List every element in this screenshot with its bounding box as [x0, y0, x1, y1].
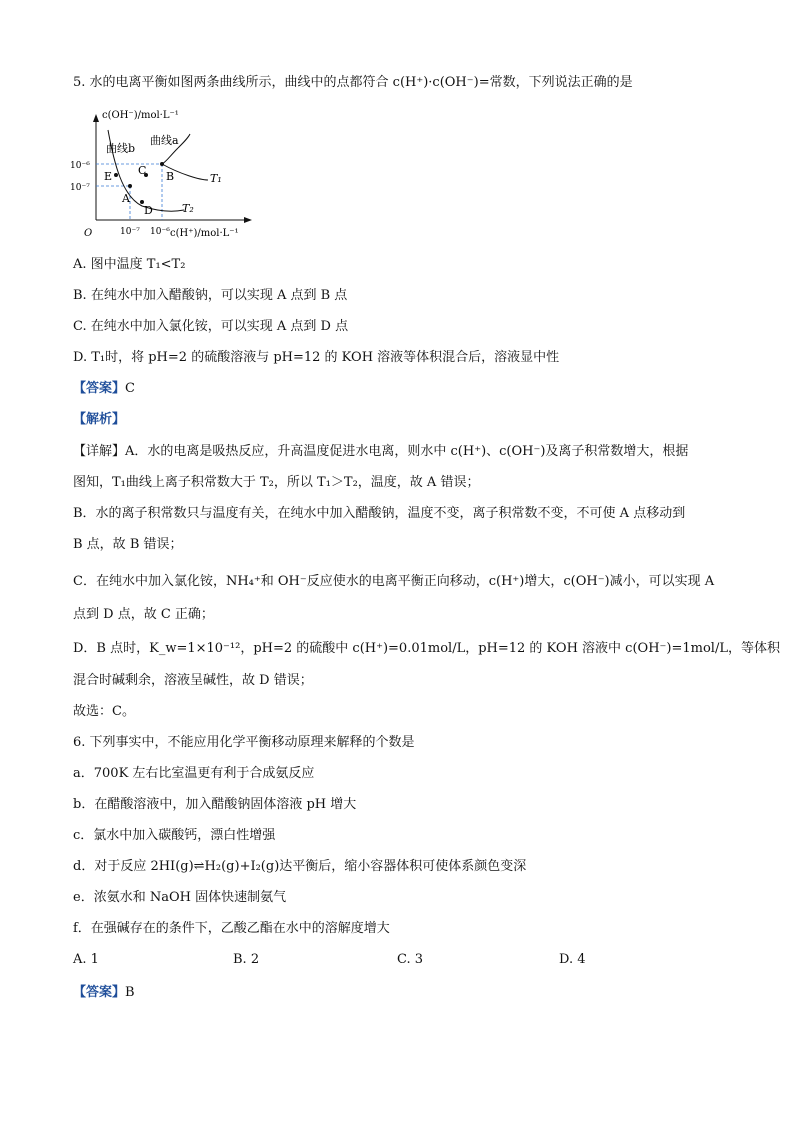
pt-d-label: D [144, 204, 153, 217]
q6-item: b．在醋酸溶液中，加入醋酸钠固体溶液 pH 增大 [73, 797, 357, 812]
q6-item: d．对于反应 2HI(g)⇌H₂(g)+I₂(g)达平衡后，缩小容器体积可使体系颜色变深 [73, 859, 527, 874]
origin-label: O [84, 228, 93, 239]
q5-explanation-line: D．B 点时，K_w=1×10⁻¹²，pH=2 的硫酸中 c(H⁺)=0.01mol/L，pH=12 的 KOH 溶液中 c(OH⁻)=1mol/L，等体积 [73, 641, 780, 656]
q6-choice-b: B. 2 [233, 952, 260, 967]
pt-c-label: C [138, 164, 147, 177]
answer-label: 【答案】 [73, 381, 126, 396]
point-b [160, 162, 164, 166]
q6-item: e．浓氨水和 NaOH 固体快速制氨气 [73, 890, 287, 905]
water-ionization-diagram [70, 108, 260, 240]
q5-explanation-line: 混合时碱剩余，溶液呈碱性，故 D 错误； [73, 673, 313, 688]
q5-option-c: C. 在纯水中加入氯化铵，可以实现 A 点到 D 点 [73, 319, 349, 334]
q6-item: f．在强碱存在的条件下，乙酸乙酯在水中的溶解度增大 [73, 921, 390, 936]
q5-option-b: B. 在纯水中加入醋酸钠，可以实现 A 点到 B 点 [73, 288, 348, 303]
q5-explanation-line: 【详解】A．水的电离是吸热反应，升高温度促进水电离，则水中 c(H⁺)、c(OH⁻)及离子积常数增大，根据 [73, 444, 689, 459]
q5-explanation-line: 图知，T₁曲线上离子积常数大于 T₂，所以 T₁＞T₂，温度，故 A 错误； [73, 475, 480, 490]
q5-title: 5. 水的电离平衡如图两条曲线所示，曲线中的点都符合 c(H⁺)·c(OH⁻)=常数，下列说法正确的是 [73, 75, 633, 90]
answer-value: B [125, 985, 135, 1000]
point-e [114, 173, 118, 177]
answer-label: 【答案】 [73, 985, 126, 1000]
q5-explanation-line: B 点，故 B 错误； [73, 537, 183, 552]
q5-explanation-line: 点到 D 点，故 C 正确； [73, 607, 214, 622]
pt-e-label: E [104, 170, 113, 183]
pt-b-label: B [166, 170, 175, 183]
q6-choice-d: D. 4 [559, 952, 586, 967]
x-axis-label: c(H⁺)/mol·L⁻¹ [170, 228, 239, 239]
x-tick-2: 10⁻⁶ [150, 227, 170, 237]
t2-label: T₂ [182, 202, 194, 215]
q5-explanation-line: 故选：C。 [73, 704, 135, 719]
q5-explanation-line: B．水的离子积常数只与温度有关，在纯水中加入醋酸钠，温度不变，离子积常数不变，不可使 A 点移动到 [73, 506, 686, 521]
pt-a-label: A [122, 192, 130, 205]
q5-analysis-label: 【解析】 [73, 412, 126, 427]
y-axis-label: c(OH⁻)/mol·L⁻¹ [102, 110, 179, 121]
q6-choice-a: A. 1 [73, 952, 99, 967]
q5-answer [73, 380, 135, 398]
y-tick-2: 10⁻⁷ [70, 183, 90, 193]
answer-value: C [125, 381, 135, 396]
q6-choices [73, 952, 633, 970]
q6-item: a．700K 左右比室温更有利于合成氨反应 [73, 766, 315, 781]
q5-option-d: D. T₁时，将 pH=2 的硫酸溶液与 pH=12 的 KOH 溶液等体积混合后，溶液显中性 [73, 350, 560, 365]
q5-explanation-line: C．在纯水中加入氯化铵，NH₄⁺和 OH⁻反应使水的电离平衡正向移动，c(H⁺)增大，c(OH⁻)减小，可以实现 A [73, 574, 715, 589]
curve-b-label: 曲线b [106, 142, 136, 155]
point-a [128, 184, 132, 188]
x-tick-1: 10⁻⁷ [120, 227, 140, 237]
q6-answer [73, 984, 135, 1002]
q6-choice-c: C. 3 [397, 952, 424, 967]
q6-item: c．氯水中加入碳酸钙，漂白性增强 [73, 828, 276, 843]
t1-label: T₁ [210, 172, 222, 185]
y-tick-1: 10⁻⁶ [70, 161, 90, 171]
q5-option-a: A. 图中温度 T₁<T₂ [73, 257, 186, 272]
curve-a-label: 曲线a [150, 134, 179, 147]
q6-title: 6. 下列事实中，不能应用化学平衡移动原理来解释的个数是 [73, 735, 415, 750]
